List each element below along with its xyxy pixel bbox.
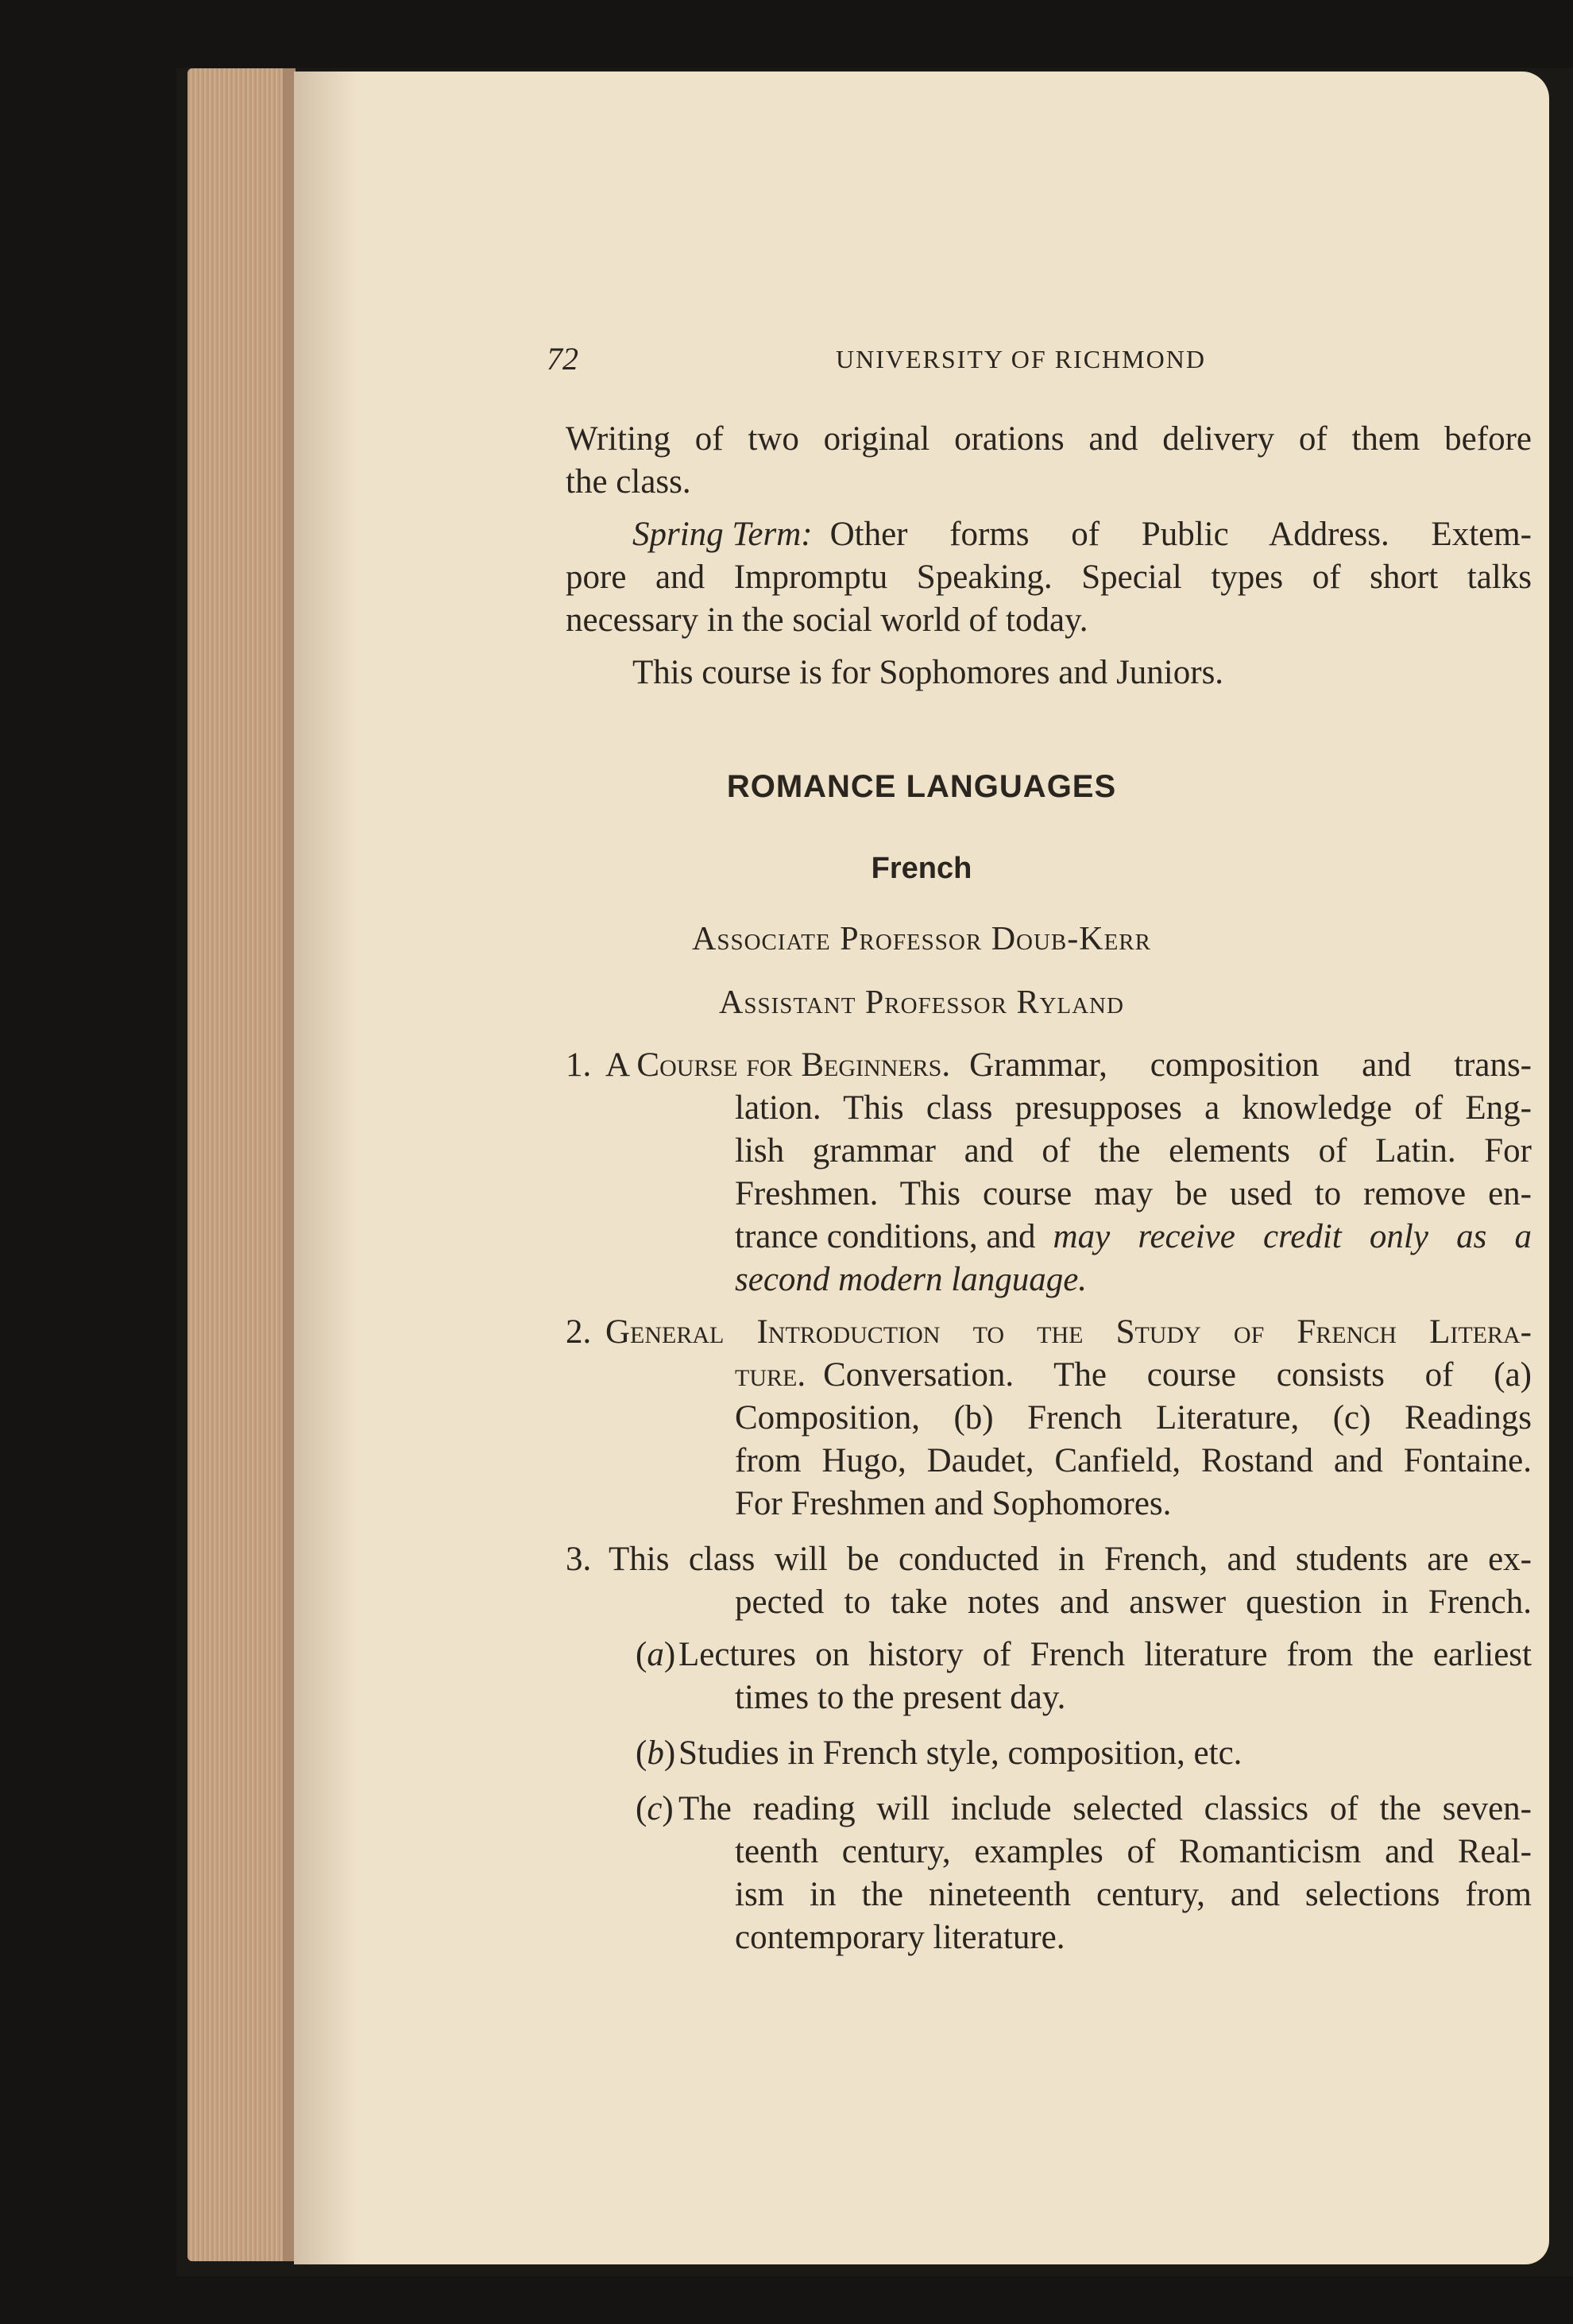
course-text: Grammar, composition and trans- <box>969 1046 1532 1084</box>
subitem-line: Lectures on history of French literature from the earliest <box>678 1636 1532 1673</box>
course-line: from Hugo, Daudet, Canfield, Rostand and Fontaine. <box>735 1442 1532 1479</box>
course-first-line <box>605 1044 1532 1087</box>
course-line: pected to take notes and answer question in French. <box>735 1583 1532 1621</box>
intro-line: Writing of two original orations and delivery of them before <box>566 420 1532 458</box>
spring-term-text: Other forms of Public Address. Extem- <box>829 516 1532 553</box>
course-number: 2. <box>566 1313 592 1351</box>
subitem-line: ism in the nineteenth century, and selections from <box>735 1876 1532 1913</box>
course-text: trance conditions, and <box>735 1218 1036 1255</box>
course-number: 3. <box>566 1541 592 1578</box>
subitem-label: (b) <box>636 1734 676 1772</box>
course-line: Composition, (b) French Literature, (c) Readings <box>735 1399 1532 1437</box>
spring-term-line <box>632 513 1532 556</box>
course-line: Freshmen. This course may be used to remove en- <box>735 1175 1532 1212</box>
course-number: 1. <box>566 1046 592 1084</box>
faculty-line: Assistant Professor Ryland <box>719 984 1124 1021</box>
spring-term-label: Spring Term: <box>632 516 813 553</box>
course-text: Conversation. The course consists of (a) <box>823 1356 1532 1394</box>
faculty-line: Associate Professor Doub-Kerr <box>692 921 1151 957</box>
subitem-line: contemporary literature. <box>735 1919 1065 1956</box>
subitem-line: The reading will include selected classics of the seven- <box>678 1790 1532 1827</box>
subitem-line: Studies in French style, composition, etc. <box>678 1734 1243 1772</box>
course-line <box>735 1354 1532 1397</box>
intro-line: the class. <box>566 463 691 501</box>
page-number: 72 <box>547 341 578 377</box>
section-subtitle: French <box>871 852 972 885</box>
course-title: General Introduction to the Study of French Litera- <box>605 1313 1532 1351</box>
page-edges <box>187 68 294 2261</box>
running-title: UNIVERSITY OF RICHMOND <box>836 345 1206 373</box>
subitem-line: times to the present day. <box>735 1679 1066 1716</box>
course-line: lation. This class presupposes a knowledge of Eng- <box>735 1089 1532 1127</box>
subitem-label: (c) <box>636 1790 674 1827</box>
spring-term-line: necessary in the social world of today. <box>566 601 1088 639</box>
course-line: This class will be conducted in French, and students are ex- <box>609 1541 1532 1578</box>
course-line: lish grammar and of the elements of Latin. For <box>735 1132 1532 1170</box>
spine-shadow <box>294 72 358 2264</box>
course-line: For Freshmen and Sophomores. <box>735 1485 1172 1522</box>
course-title: ture. <box>735 1356 806 1394</box>
section-title: ROMANCE LANGUAGES <box>726 769 1117 804</box>
course-line <box>735 1216 1532 1259</box>
subitem-label: (a) <box>636 1636 676 1673</box>
course-title: A Course for Beginners. <box>605 1046 951 1084</box>
subitem-line: teenth century, examples of Romanticism and Real- <box>735 1833 1532 1870</box>
course-note: This course is for Sophomores and Juniors. <box>632 654 1224 691</box>
spring-term-line: pore and Impromptu Speaking. Special types of short talks <box>566 559 1532 596</box>
credit-note: may receive credit only as a <box>1053 1218 1532 1255</box>
credit-note: second modern language. <box>735 1261 1088 1298</box>
